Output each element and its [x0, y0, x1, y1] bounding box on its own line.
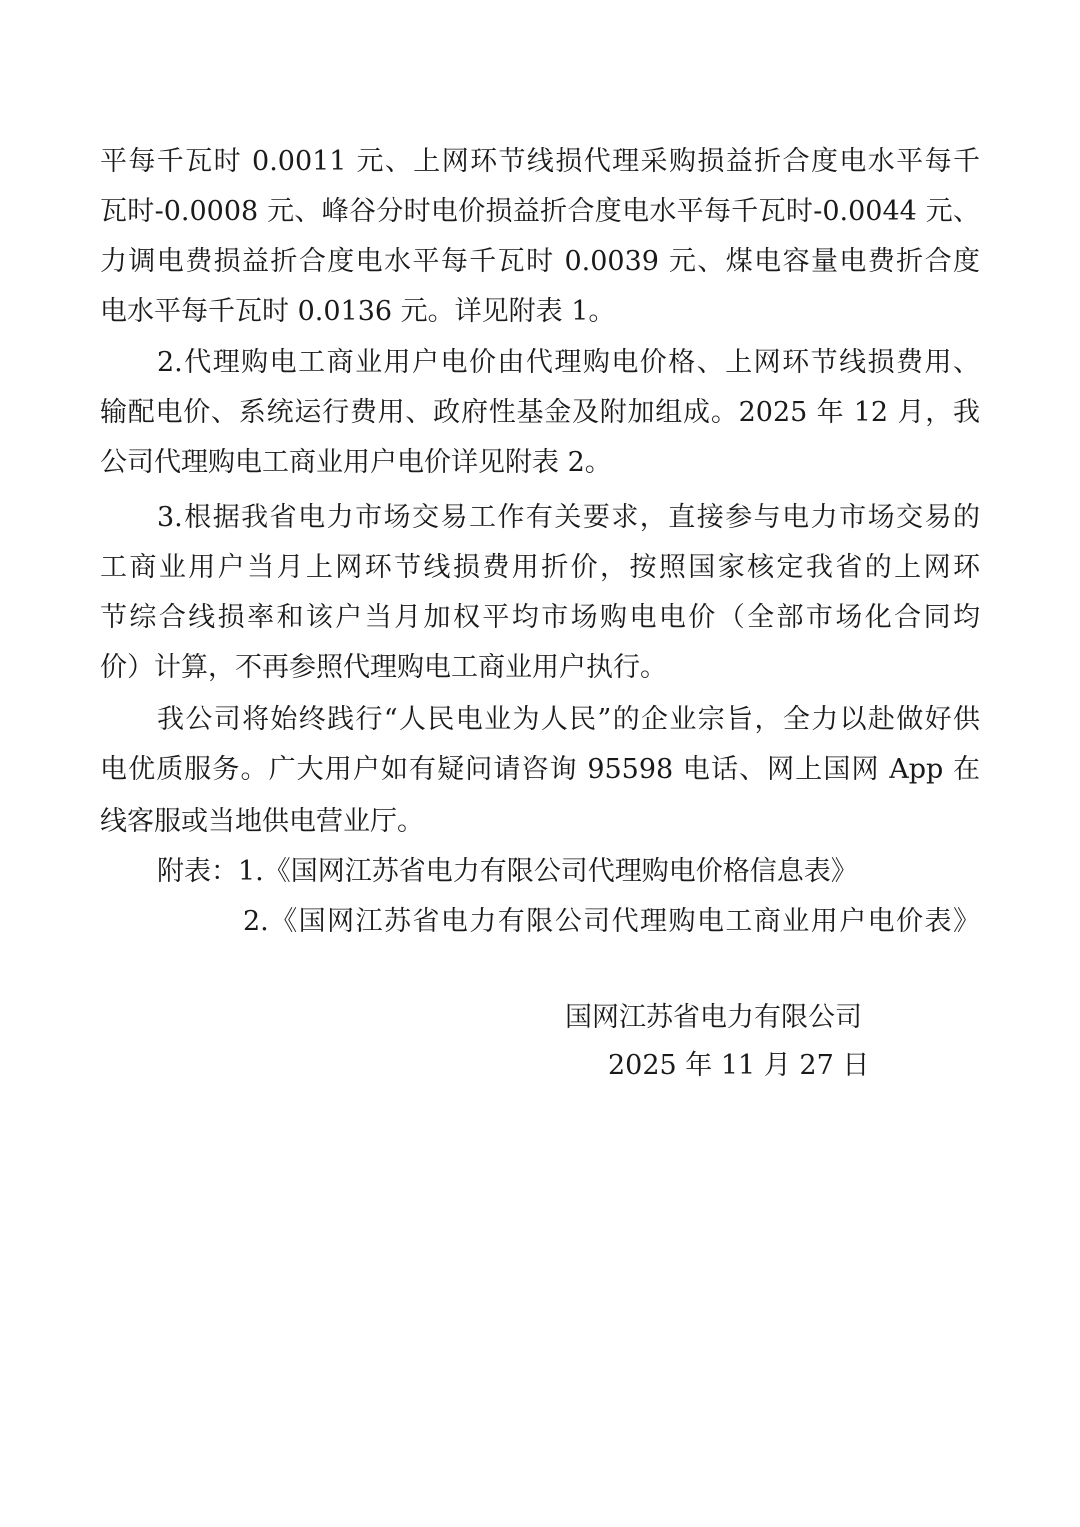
text-line: 公司代理购电工商业用户电价详见附表 2。 [100, 447, 612, 478]
signature-date: 2025 年 11 月 27 日 [608, 1050, 870, 1081]
text-line: 瓦时-0.0008 元、峰谷分时电价损益折合度电水平每千瓦时-0.0044 元、 [100, 196, 980, 227]
text-line: 3.根据我省电力市场交易工作有关要求，直接参与电力市场交易的 [157, 502, 980, 533]
attachment-2: 2.《国网江苏省电力有限公司代理购电工商业用户电价表》 [243, 906, 980, 937]
text-line: 节综合线损率和该户当月加权平均市场购电电价（全部市场化合同均 [100, 602, 980, 633]
text-line: 我公司将始终践行“人民电业为人民”的企业宗旨，全力以赴做好供 [157, 704, 980, 735]
text-line: 电优质服务。广大用户如有疑问请咨询 95598 电话、网上国网 App 在 [100, 754, 980, 785]
text-line: 工商业用户当月上网环节线损费用折价，按照国家核定我省的上网环 [100, 552, 980, 583]
text-line: 2.代理购电工商业用户电价由代理购电价格、上网环节线损费用、 [157, 347, 980, 378]
signature-company: 国网江苏省电力有限公司 [565, 1002, 862, 1033]
text-line: 价）计算，不再参照代理购电工商业用户执行。 [100, 652, 667, 683]
text-line: 线客服或当地供电营业厅。 [100, 806, 424, 837]
attachment-1: 附表：1.《国网江苏省电力有限公司代理购电价格信息表》 [157, 856, 858, 887]
text-line: 力调电费损益折合度电水平每千瓦时 0.0039 元、煤电容量电费折合度 [100, 246, 980, 277]
text-line: 平每千瓦时 0.0011 元、上网环节线损代理采购损益折合度电水平每千 [100, 146, 980, 177]
text-line: 输配电价、系统运行费用、政府性基金及附加组成。2025 年 12 月，我 [100, 397, 980, 428]
text-line: 电水平每千瓦时 0.0136 元。详见附表 1。 [100, 296, 616, 327]
